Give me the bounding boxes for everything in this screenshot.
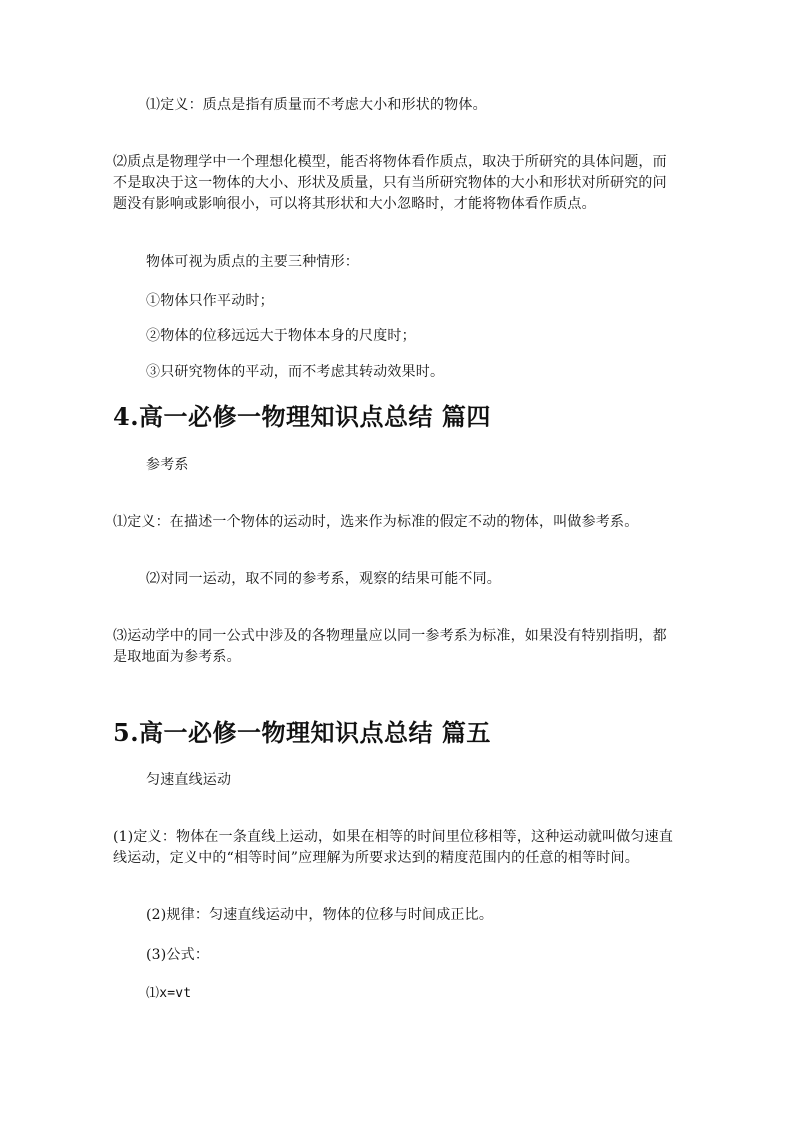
paragraph-particle-model: ⑵质点是物理学中一个理想化模型，能否将物体看作质点，取决于所研究的具体问题，而不是取决于这一物体的大小、形状及质量，只有当所研究物体的大小和形状对所研究的问题没有影响或影响很小，可以将其形状和大小忽略时，才能将物体看作质点。 xyxy=(113,154,667,212)
list-item-case-1: ①物体只作平动时； xyxy=(146,293,274,309)
paragraph-definition-particle: ⑴定义：质点是指有质量而不考虑大小和形状的物体。 xyxy=(146,97,487,113)
paragraph-reference-frame-formula: ⑶运动学中的同一公式中涉及的各物理量应以同一参考系为标准，如果没有特别指明，都是取地面为参考系。 xyxy=(113,628,667,665)
paragraph-three-cases-intro: 物体可视为质点的主要三种情形： xyxy=(146,254,359,270)
paragraph-uniform-motion-formula-label: (3)公式： xyxy=(146,947,210,963)
paragraph-uniform-motion-law: (2)规律：匀速直线运动中，物体的位移与时间成正比。 xyxy=(146,907,494,923)
list-item-case-3: ③只研究物体的平动，而不考虑其转动效果时。 xyxy=(146,364,445,380)
list-item-case-2: ②物体的位移远远大于物体本身的尺度时； xyxy=(146,328,416,344)
paragraph-reference-frame-different: ⑵对同一运动，取不同的参考系，观察的结果可能不同。 xyxy=(146,571,501,587)
formula-x-equals-vt: ⑴x=vt xyxy=(146,986,192,1001)
section-heading-4: 4.高一必修一物理知识点总结 篇四 xyxy=(113,402,491,431)
section-heading-5: 5.高一必修一物理知识点总结 篇五 xyxy=(113,718,491,747)
paragraph-uniform-motion-definition: (1)定义：物体在一条直线上运动，如果在相等的时间里位移相等，这种运动就叫做匀速直线运动，定义中的“相等时间”应理解为所要求达到的精度范围内的任意的相等时间。 xyxy=(113,829,674,866)
paragraph-reference-frame-definition: ⑴定义：在描述一个物体的运动时，选来作为标准的假定不动的物体，叫做参考系。 xyxy=(113,514,639,530)
section-subtitle-uniform-motion: 匀速直线运动 xyxy=(146,772,232,788)
section-subtitle-reference-frame: 参考系 xyxy=(146,457,189,473)
